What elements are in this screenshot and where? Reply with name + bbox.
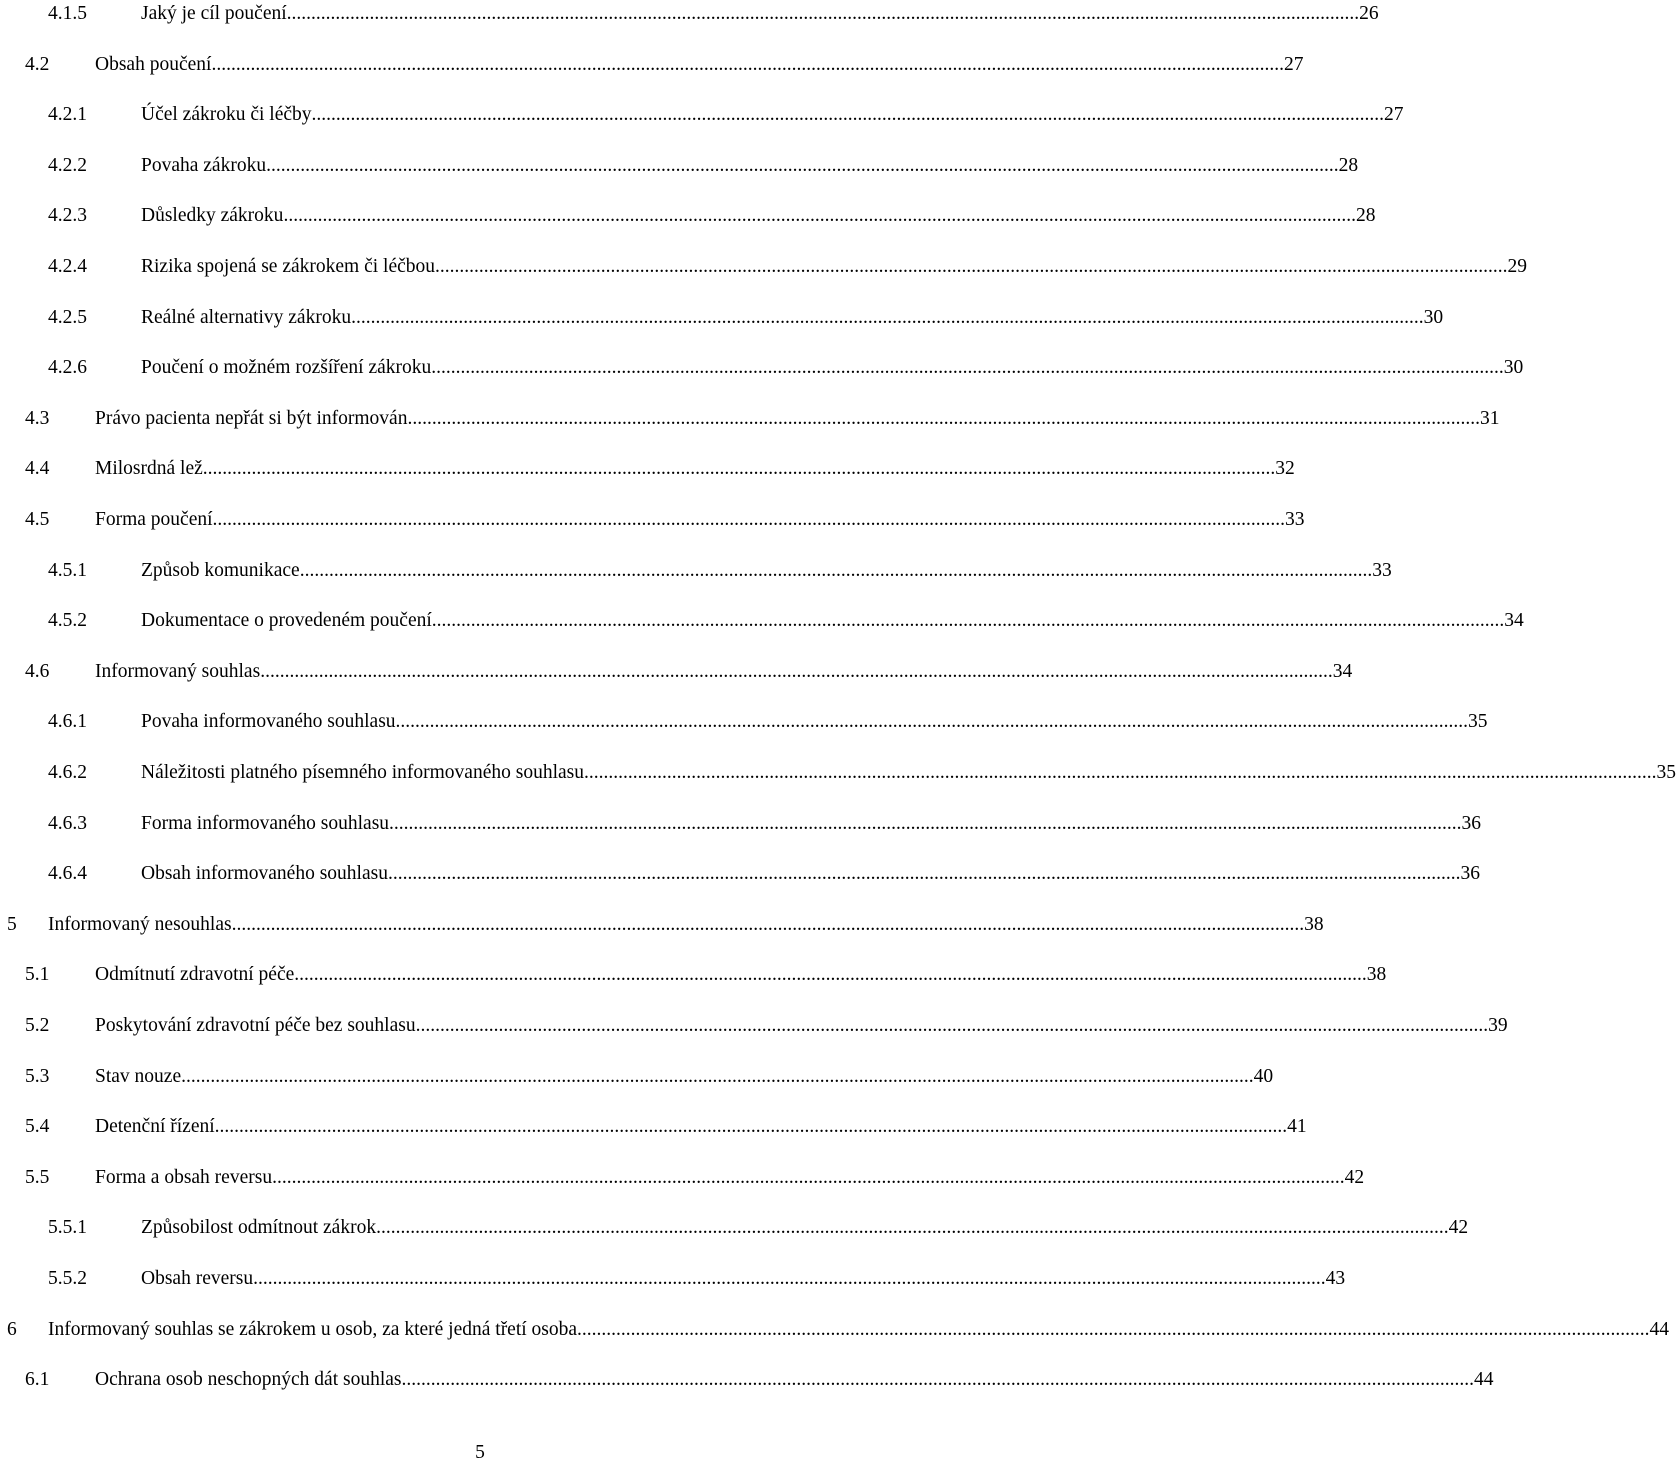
toc-dot-leader: ............................................................................................................................................................................................................................: [232, 910, 1305, 940]
toc-dot-leader: ............................................................................................................................................................................................................................: [402, 1365, 1475, 1395]
toc-entry[interactable]: [0, 50, 956, 80]
toc-entry-number: 4.6.1: [48, 707, 87, 737]
toc-dot-leader: ............................................................................................................................................................................................................................: [577, 1315, 1650, 1345]
toc-entry-title: Důsledky zákroku: [141, 201, 283, 231]
toc-entry-title: Odmítnutí zdravotní péče: [95, 960, 294, 990]
toc-dot-leader: ............................................................................................................................................................................................................................: [287, 0, 1360, 29]
toc-dot-leader: ............................................................................................................................................................................................................................: [376, 1213, 1449, 1243]
toc-entry[interactable]: [0, 910, 956, 940]
toc-entry-number: 4.2.1: [48, 100, 87, 130]
toc-entry-page: 43: [1326, 1264, 1346, 1294]
toc-entry-number: 4.2.6: [48, 353, 87, 383]
toc-entry-page: 34: [1504, 606, 1524, 636]
toc-entry-number: 6.1: [25, 1365, 49, 1395]
toc-entry-title: Forma informovaného souhlasu: [141, 809, 389, 839]
toc-entry-number: 5.1: [25, 960, 49, 990]
toc-entry[interactable]: [0, 454, 956, 484]
toc-dot-leader: ............................................................................................................................................................................................................................: [203, 454, 1276, 484]
toc-dot-leader: ............................................................................................................................................................................................................................: [266, 151, 1339, 181]
toc-entry[interactable]: [0, 556, 956, 586]
toc-entry-page: 33: [1285, 505, 1305, 535]
toc-dot-leader: ............................................................................................................................................................................................................................: [213, 505, 1286, 535]
toc-entry-title: Rizika spojená se zákrokem či léčbou: [141, 252, 435, 282]
toc-entry-title: Poučení o možném rozšíření zákroku: [141, 353, 431, 383]
toc-dot-leader: ............................................................................................................................................................................................................................: [584, 758, 1657, 788]
toc-entry-title: Forma poučení: [95, 505, 213, 535]
toc-entry-page: 26: [1359, 0, 1379, 29]
toc-entry[interactable]: [0, 859, 956, 889]
toc-entry-page: 35: [1657, 758, 1676, 788]
toc-entry-title: Jaký je cíl poučení: [141, 0, 287, 29]
toc-entry-title: Informovaný nesouhlas: [48, 910, 232, 940]
toc-entry-page: 42: [1449, 1213, 1469, 1243]
toc-entry-title: Obsah reversu: [141, 1264, 253, 1294]
toc-entry-number: 4.6: [25, 657, 49, 687]
toc-entry-number: 5.4: [25, 1112, 49, 1142]
toc-entry-number: 4.4: [25, 454, 49, 484]
toc-entry-page: 38: [1367, 960, 1387, 990]
toc-entry[interactable]: [0, 1163, 956, 1193]
toc-entry[interactable]: [0, 201, 956, 231]
toc-dot-leader: ............................................................................................................................................................................................................................: [294, 960, 1367, 990]
toc-entry-page: 42: [1345, 1163, 1365, 1193]
page-number: 5: [0, 1438, 960, 1468]
toc-entry[interactable]: [0, 1315, 956, 1345]
toc-entry[interactable]: [0, 707, 956, 737]
toc-entry-page: 36: [1462, 809, 1482, 839]
toc-entry-number: 4.2.5: [48, 303, 87, 333]
toc-entry-number: 4.3: [25, 404, 49, 434]
toc-entry-number: 4.2.3: [48, 201, 87, 231]
toc-entry-title: Náležitosti platného písemného informovaného souhlasu: [141, 758, 584, 788]
toc-entry[interactable]: [0, 404, 956, 434]
toc-entry-title: Ochrana osob neschopných dát souhlas: [95, 1365, 402, 1395]
toc-entry-page: 28: [1356, 201, 1376, 231]
toc-entry-number: 4.6.2: [48, 758, 87, 788]
toc-entry-title: Obsah informovaného souhlasu: [141, 859, 388, 889]
toc-entry-page: 30: [1504, 353, 1524, 383]
toc-entry-title: Způsob komunikace: [141, 556, 300, 586]
toc-dot-leader: ............................................................................................................................................................................................................................: [300, 556, 1373, 586]
toc-entry-number: 4.6.4: [48, 859, 87, 889]
toc-entry-page: 44: [1474, 1365, 1494, 1395]
toc-entry-number: 4.5: [25, 505, 49, 535]
toc-dot-leader: ............................................................................................................................................................................................................................: [416, 1011, 1489, 1041]
toc-entry-page: 29: [1508, 252, 1528, 282]
toc-entry[interactable]: [0, 100, 956, 130]
toc-dot-leader: ............................................................................................................................................................................................................................: [215, 1112, 1288, 1142]
toc-entry-number: 4.5.1: [48, 556, 87, 586]
toc-entry[interactable]: [0, 809, 956, 839]
toc-entry-page: 31: [1480, 404, 1500, 434]
toc-entry-number: 4.1.5: [48, 0, 87, 29]
toc-entry-page: 35: [1468, 707, 1488, 737]
toc-dot-leader: ............................................................................................................................................................................................................................: [396, 707, 1469, 737]
toc-entry-title: Povaha informovaného souhlasu: [141, 707, 396, 737]
toc-entry[interactable]: [0, 1062, 956, 1092]
toc-entry-page: 30: [1424, 303, 1444, 333]
toc-entry-number: 5.5.1: [48, 1213, 87, 1243]
toc-dot-leader: ............................................................................................................................................................................................................................: [389, 809, 1462, 839]
toc-entry[interactable]: [0, 657, 956, 687]
toc-entry-title: Informovaný souhlas se zákrokem u osob, za které jedná třetí osoba: [48, 1315, 577, 1345]
toc-entry-number: 5: [7, 910, 17, 940]
toc-entry[interactable]: [0, 1264, 956, 1294]
toc-entry-number: 4.5.2: [48, 606, 87, 636]
toc-entry-page: 44: [1650, 1315, 1670, 1345]
toc-entry-number: 4.2: [25, 50, 49, 80]
toc-entry-title: Reálné alternativy zákroku: [141, 303, 351, 333]
toc-entry-page: 27: [1284, 50, 1304, 80]
toc-dot-leader: ............................................................................................................................................................................................................................: [407, 404, 1480, 434]
toc-entry-title: Detenční řízení: [95, 1112, 215, 1142]
toc-dot-leader: ............................................................................................................................................................................................................................: [272, 1163, 1345, 1193]
toc-entry-title: Milosrdná lež: [95, 454, 203, 484]
toc-entry-number: 5.3: [25, 1062, 49, 1092]
toc-entry-title: Způsobilost odmítnout zákrok: [141, 1213, 376, 1243]
toc-entry[interactable]: [0, 606, 956, 636]
toc-entry[interactable]: [0, 1011, 956, 1041]
toc-entry-page: 34: [1333, 657, 1353, 687]
toc-entry[interactable]: [0, 960, 956, 990]
toc-dot-leader: ............................................................................................................................................................................................................................: [211, 50, 1284, 80]
toc-entry[interactable]: [0, 758, 956, 788]
toc-dot-leader: ............................................................................................................................................................................................................................: [351, 303, 1424, 333]
toc-entry-number: 4.6.3: [48, 809, 87, 839]
toc-entry-number: 5.2: [25, 1011, 49, 1041]
toc-entry-title: Právo pacienta nepřát si být informován: [95, 404, 407, 434]
toc-entry-number: 4.2.2: [48, 151, 87, 181]
toc-dot-leader: ............................................................................................................................................................................................................................: [181, 1062, 1254, 1092]
toc-entry[interactable]: [0, 505, 956, 535]
toc-entry-title: Stav nouze: [95, 1062, 181, 1092]
toc-entry-title: Informovaný souhlas: [95, 657, 260, 687]
toc-dot-leader: ............................................................................................................................................................................................................................: [435, 252, 1508, 282]
toc-entry[interactable]: [0, 252, 956, 282]
toc-dot-leader: ............................................................................................................................................................................................................................: [312, 100, 1385, 130]
toc-entry-page: 33: [1372, 556, 1392, 586]
toc-entry-page: 36: [1460, 859, 1480, 889]
toc-entry-number: 5.5.2: [48, 1264, 87, 1294]
toc-entry-title: Účel zákroku či léčby: [141, 100, 312, 130]
toc-entry-title: Povaha zákroku: [141, 151, 266, 181]
toc-entry-number: 6: [7, 1315, 17, 1345]
toc-entry-page: 40: [1254, 1062, 1274, 1092]
toc-entry[interactable]: [0, 1112, 956, 1142]
toc-entry-page: 28: [1339, 151, 1359, 181]
toc-entry-title: Obsah poučení: [95, 50, 211, 80]
toc-entry-title: Forma a obsah reversu: [95, 1163, 272, 1193]
toc-entry[interactable]: [0, 1213, 956, 1243]
toc-entry[interactable]: [0, 303, 956, 333]
toc-dot-leader: ............................................................................................................................................................................................................................: [253, 1264, 1326, 1294]
toc-entry-number: 4.2.4: [48, 252, 87, 282]
toc-entry[interactable]: [0, 353, 956, 383]
toc-dot-leader: ............................................................................................................................................................................................................................: [260, 657, 1333, 687]
toc-entry[interactable]: [0, 1365, 956, 1395]
toc-entry-title: Dokumentace o provedeném poučení: [141, 606, 432, 636]
toc-entry[interactable]: [0, 151, 956, 181]
toc-entry-page: 38: [1304, 910, 1324, 940]
toc-dot-leader: ............................................................................................................................................................................................................................: [283, 201, 1356, 231]
toc-entry[interactable]: [0, 0, 956, 29]
toc-entry-number: 5.5: [25, 1163, 49, 1193]
toc-entry-page: 32: [1275, 454, 1295, 484]
toc-entry-page: 27: [1384, 100, 1404, 130]
toc-dot-leader: ............................................................................................................................................................................................................................: [431, 353, 1504, 383]
toc-entry-page: 41: [1287, 1112, 1307, 1142]
toc-dot-leader: ............................................................................................................................................................................................................................: [388, 859, 1461, 889]
toc-entry-page: 39: [1488, 1011, 1508, 1041]
toc-dot-leader: ............................................................................................................................................................................................................................: [432, 606, 1505, 636]
toc-entry-title: Poskytování zdravotní péče bez souhlasu: [95, 1011, 416, 1041]
